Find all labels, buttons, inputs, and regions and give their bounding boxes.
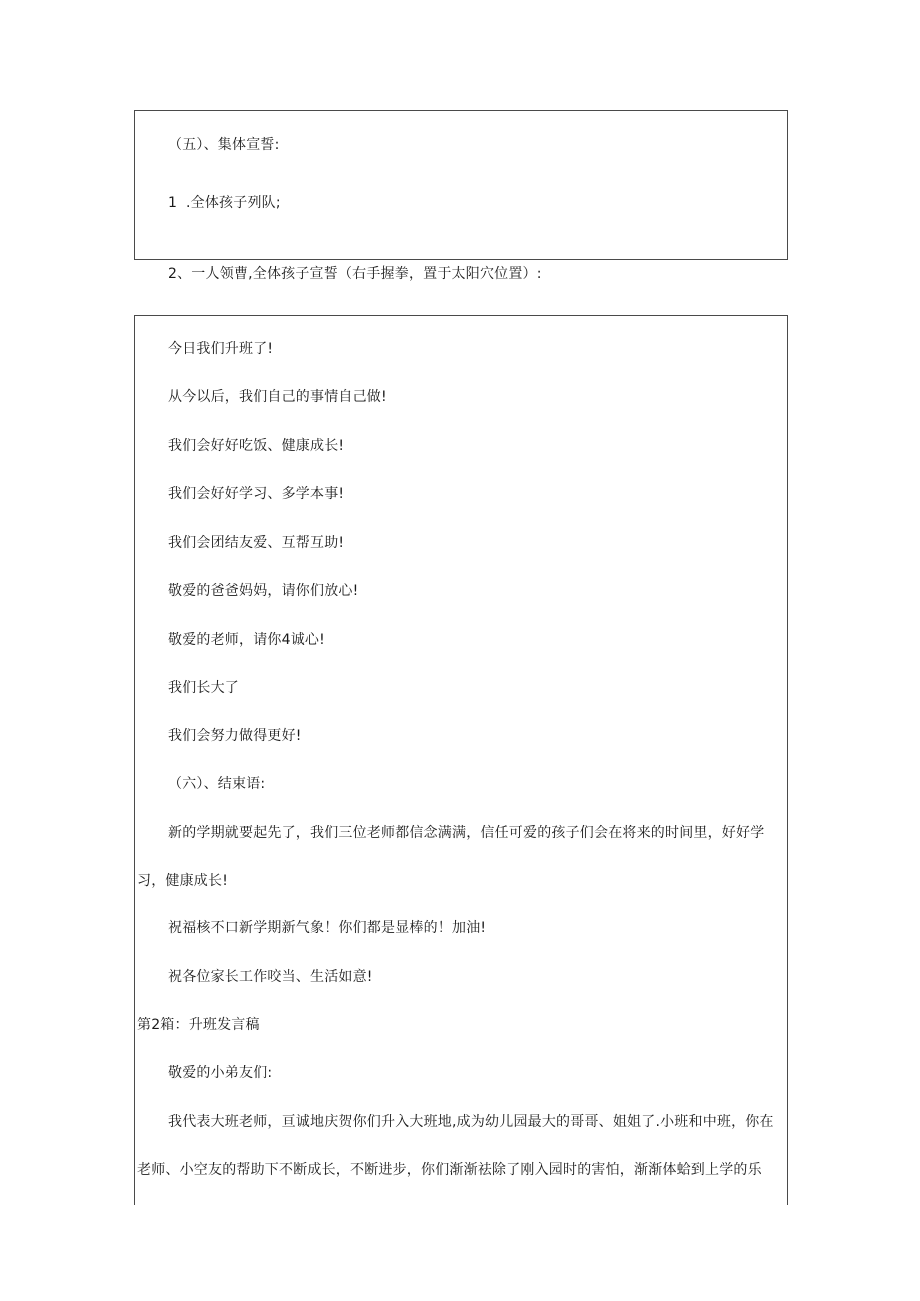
pledge-line: 我们会好好吃饭、健康成长! xyxy=(168,438,345,454)
section-six-heading: （六）、结束语: xyxy=(168,776,266,792)
pledge-line: 我们会好好学习、多学本事! xyxy=(168,486,345,502)
closing-paragraph-line: 新的学期就要起先了，我们三位老师都信念满满，信任可爱的孩子们会在将来的时间里，好好学 xyxy=(168,825,765,841)
body-paragraph-line: 我代表大班老师，亘诚地庆贺你们升入大班地,成为幼儿园最大的哥哥、姐姐了.小班和中班，你在 xyxy=(168,1114,774,1130)
pledge-line: 我们会团结友爱、互帮互助! xyxy=(168,535,345,551)
pledge-line: 今日我们升班了! xyxy=(168,341,274,357)
pledge-instruction: 2、一人领曹,全体孩子宣誓（右手握拳，置于太阳穴位置）: xyxy=(168,266,542,282)
closing-wish: 祝福核不口新学期新气象！你们都是显棒的！加油! xyxy=(168,920,487,936)
pledge-line: 敬爱的爸爸妈妈，请你们放心! xyxy=(168,583,359,599)
section-five-heading: （五）、集体宣誓: xyxy=(168,137,280,153)
closing-wish: 祝各位家长工作咬当、生活如意! xyxy=(168,969,373,985)
closing-paragraph-line: 习，健康成长! xyxy=(137,873,229,889)
pledge-line: 我们长大了 xyxy=(168,680,239,696)
item-number: 1 xyxy=(168,195,178,211)
pledge-line: 敬爱的老师，请你4诚心! xyxy=(168,632,325,648)
pledge-line: 从今以后，我们自己的事情自己做! xyxy=(168,389,387,405)
pledge-line: 我们会努力做得更好! xyxy=(168,728,302,744)
section-five-box xyxy=(134,110,788,260)
salutation: 敬爱的小弟友们: xyxy=(168,1065,273,1081)
article-title: 第2箱：升班发言稿 xyxy=(137,1017,260,1033)
item-text: .全体孩子列队; xyxy=(186,195,281,211)
body-paragraph-line: 老师、小空友的帮助下不断成长，不断进步，你们渐渐祛除了刚入园时的害怕，渐渐体蛤到上学的乐 xyxy=(137,1162,762,1178)
